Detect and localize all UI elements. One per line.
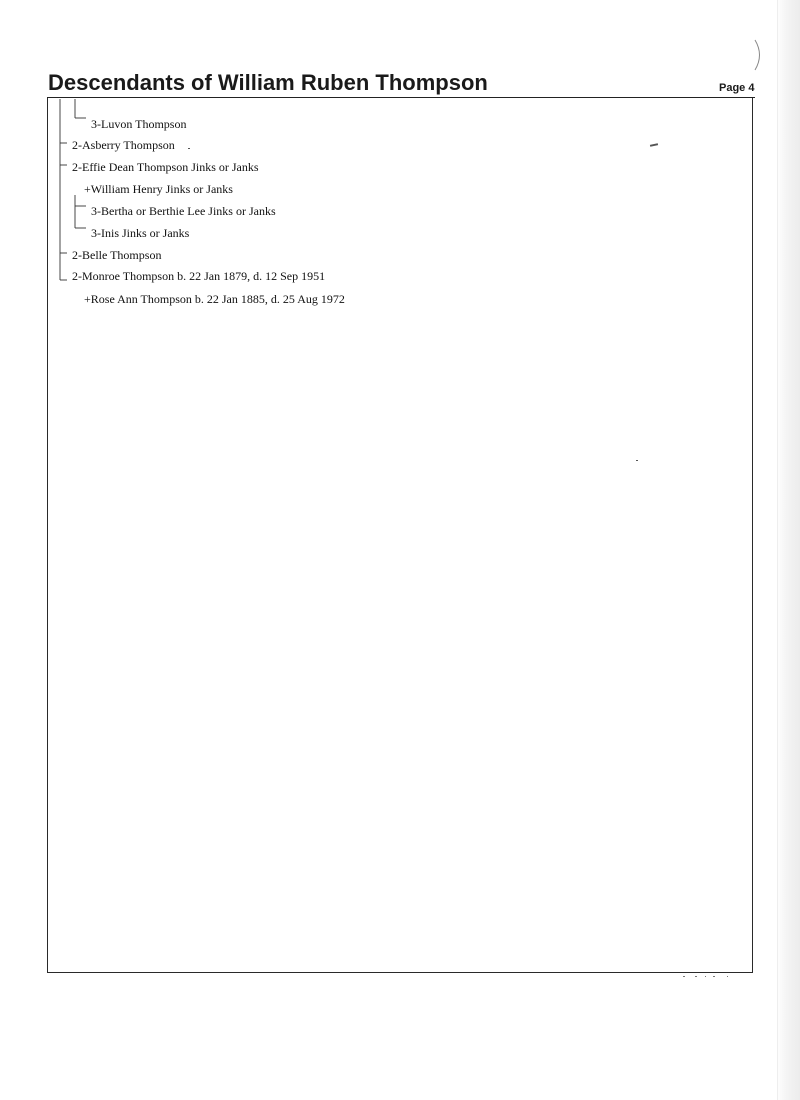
- descendant-entry: 2-Monroe Thompson b. 22 Jan 1879, d. 12 Sep 1951: [72, 269, 326, 283]
- descendant-entry: 3-Luvon Thompson: [91, 117, 187, 131]
- bracket-mark: [752, 38, 766, 72]
- spouse-entry: +Rose Ann Thompson b. 22 Jan 1885, d. 25 Aug 1972: [84, 292, 345, 306]
- scan-speck: [188, 148, 190, 149]
- descendant-entry: 2-Effie Dean Thompson Jinks or Janks: [72, 160, 259, 174]
- spouse-entry: +William Henry Jinks or Janks: [84, 182, 233, 196]
- page-title: Descendants of William Ruben Thompson: [48, 70, 488, 95]
- page-number: Page 4: [719, 82, 755, 94]
- scan-edge-shadow: [777, 0, 800, 1100]
- descendant-entry: 3-Bertha or Berthie Lee Jinks or Janks: [91, 204, 276, 218]
- descendant-entry: 2-Asberry Thompson: [72, 138, 175, 152]
- footer-marks: [683, 975, 733, 979]
- descendant-entry: 2-Belle Thompson: [72, 248, 162, 262]
- descendant-entry: 3-Inis Jinks or Janks: [91, 226, 190, 240]
- scan-speck: [636, 460, 638, 461]
